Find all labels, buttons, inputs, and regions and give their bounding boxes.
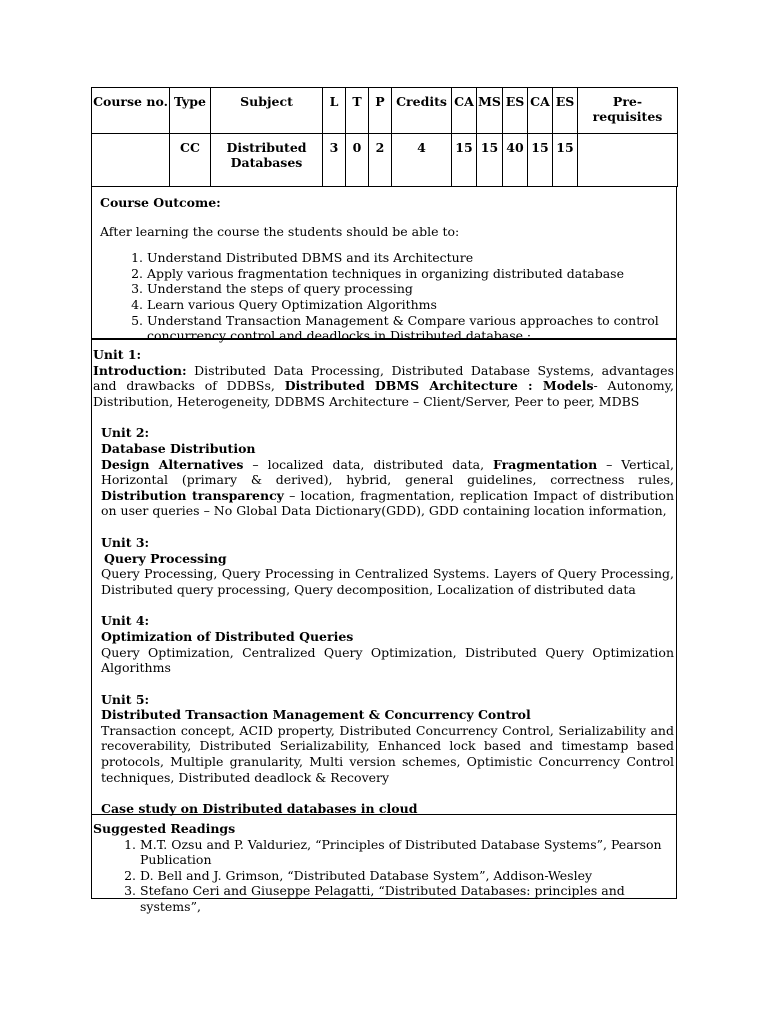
table-cell (92, 134, 170, 187)
list-item: 4. Learn various Query Optimization Algorithms (147, 297, 668, 313)
unit-1-label-architecture: Distributed DBMS Architecture : Models (284, 378, 594, 394)
unit-3-title: Query Processing (104, 550, 227, 566)
suggested-readings-list (93, 837, 674, 915)
table-cell: 15 (477, 134, 503, 187)
unit-5-text: Transaction concept, ACID property, Distributed Concurrency Control, Serializability and recoverability, Distributed Serializability, Enhanced lock based and timestamp based protocols, Multiple granularity, Multi version schemes, Optimistic Concurrency Control techniques, Distributed deadlock & Recovery (101, 722, 674, 785)
header-cell: T (346, 88, 369, 134)
suggested-readings-title: Suggested Readings (93, 821, 236, 836)
unit-4-heading: Unit 4: (101, 613, 150, 629)
units-section (92, 340, 676, 815)
syllabus-page (91, 87, 677, 914)
course-outcome-list (100, 250, 668, 344)
list-item: 5. Understand Transaction Management & Compare various approaches to control concurrency control and deadlocks in Distributed database · (147, 313, 668, 344)
unit-2-label-transparency: Distribution transparency (101, 487, 284, 503)
course-outcome-intro: After learning the course the students should be able to: (100, 223, 460, 239)
table-cell: 2 (369, 134, 392, 187)
unit-1-text: Distributed Data Processing, Distributed Database Systems, advantages and drawbacks of DDBSs, (93, 362, 674, 394)
unit-2-label-fragmentation: Fragmentation (492, 456, 598, 472)
unit-5-title: Distributed Transaction Management & Concurrency Control (101, 707, 531, 723)
syllabus-body (91, 187, 677, 914)
suggested-readings-section (92, 815, 676, 914)
table-cell: 15 (553, 134, 578, 187)
unit-1-content (93, 363, 674, 410)
header-cell: CA (452, 88, 477, 134)
unit-2-title: Database Distribution (101, 440, 256, 456)
list-item: 3. Understand the steps of query processing (147, 281, 668, 297)
header-cell: P (369, 88, 392, 134)
list-item: 1. Understand Distributed DBMS and its Architecture (147, 250, 668, 266)
header-cell: L (323, 88, 346, 134)
unit-4-title: Optimization of Distributed Queries (101, 628, 354, 644)
course-table (91, 87, 678, 187)
table-cell: 3 (323, 134, 346, 187)
header-cell: CA (528, 88, 553, 134)
table-cell: CC (170, 134, 211, 187)
unit-3-heading: Unit 3: (101, 534, 150, 550)
table-cell (578, 134, 678, 187)
list-item: 2. D. Bell and J. Grimson, “Distributed Database System”, Addison-Wesley (140, 868, 674, 884)
header-cell: MS (477, 88, 503, 134)
table-cell: 15 (528, 134, 553, 187)
unit-2-heading: Unit 2: (101, 425, 150, 441)
unit-5-heading: Unit 5: (101, 691, 150, 707)
course-outcome-title: Course Outcome: (100, 195, 221, 210)
table-cell: 15 (452, 134, 477, 187)
header-cell: Course no. (92, 88, 170, 134)
header-cell: Credits (392, 88, 452, 134)
unit-2-content (101, 457, 674, 519)
unit-4-text: Query Optimization, Centralized Query Optimization, Distributed Query Optimization Algorithms (101, 644, 674, 676)
list-item: 3. Stefano Ceri and Giuseppe Pelagatti, “Distributed Databases: principles and systems”, (140, 883, 674, 914)
table-cell: Distributed Databases (211, 134, 323, 187)
unit-1-text-2: - Autonomy, Distribution, Heterogeneity, DDBMS Architecture – Client/Server, Peer to peer, MDBS (93, 378, 674, 409)
unit-2-label-design: Design Alternatives (101, 456, 244, 472)
list-item: 2. Apply various fragmentation techniques in organizing distributed database (147, 266, 668, 282)
unit-2-text: – localized data, distributed data, (243, 456, 493, 472)
table-row (92, 134, 678, 187)
header-cell: Subject (211, 88, 323, 134)
table-cell: 40 (503, 134, 528, 187)
header-cell: Pre-requisites (578, 88, 678, 134)
unit-2-text-2: – Vertical, Horizontal (primary & derived), hybrid, general guidelines, correctness rules, (101, 456, 674, 488)
unit-1-heading: Unit 1: (93, 347, 142, 362)
unit-1-label-introduction: Introduction: (93, 362, 187, 378)
header-cell: ES (553, 88, 578, 134)
table-header-row (92, 88, 678, 134)
list-item: 1. M.T. Ozsu and P. Valduriez, “Principles of Distributed Database Systems”, Pearson Publication (140, 837, 674, 868)
table-cell: 4 (392, 134, 452, 187)
header-cell: ES (503, 88, 528, 134)
header-cell: Type (170, 88, 211, 134)
case-study: Case study on Distributed databases in cloud (101, 801, 418, 817)
unit-2-text-3: – location, fragmentation, replication Impact of distribution on user queries – No Global Data Dictionary(GDD), GDD containing location information, (101, 487, 674, 519)
course-outcome-section (92, 187, 676, 344)
table-cell: 0 (346, 134, 369, 187)
unit-3-text: Query Processing, Query Processing in Centralized Systems. Layers of Query Processing, Distributed query processing, Query decomposition, Localization of distributed data (101, 566, 674, 597)
